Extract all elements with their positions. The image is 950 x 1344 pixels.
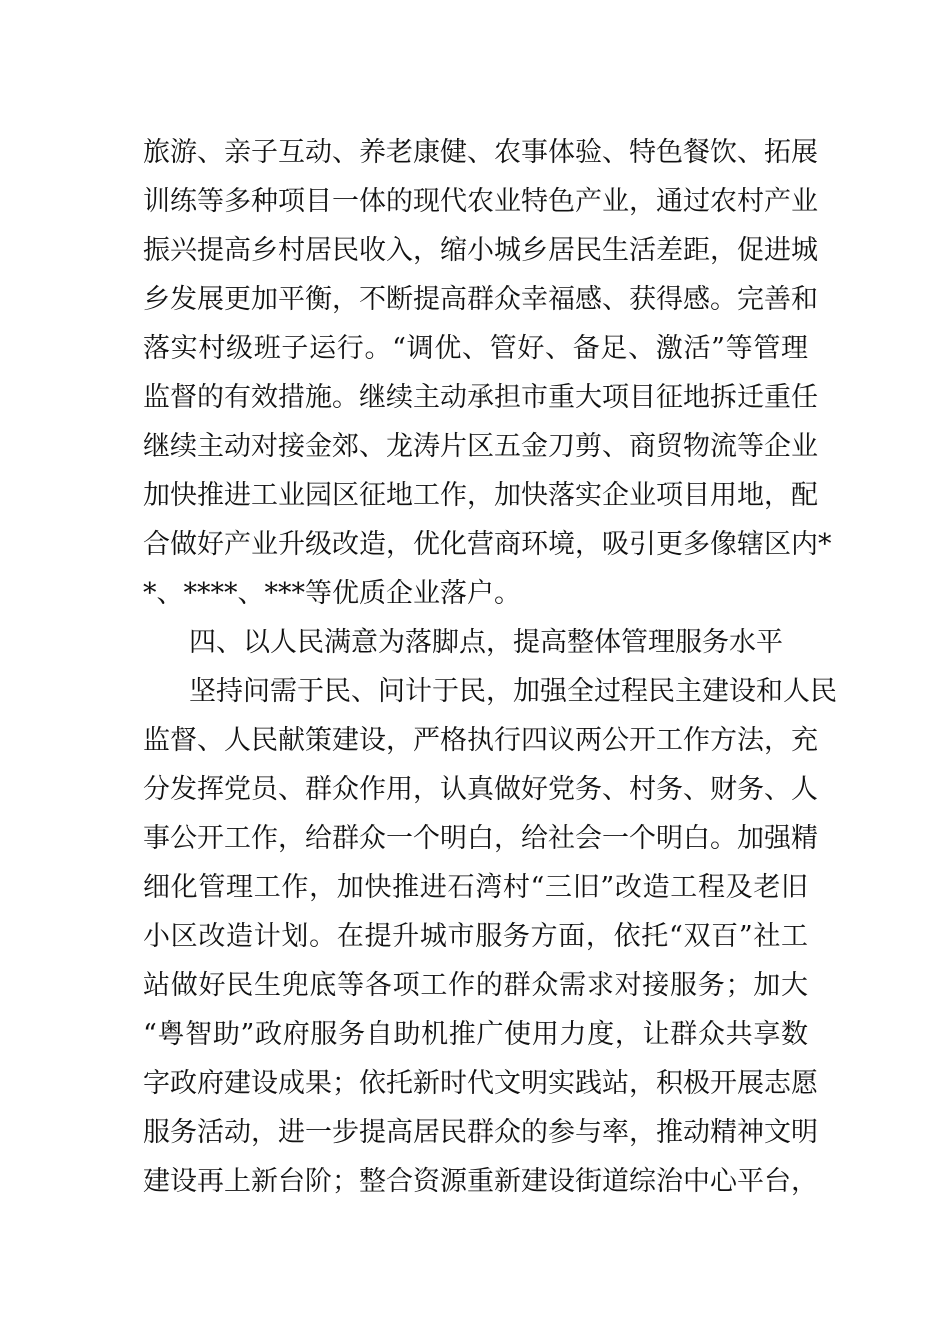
paragraph-1-line-2: 训练等多种项目一体的现代农业特色产业，通过农村产业 (143, 186, 818, 217)
paragraph-2-line-7: 站做好民生兜底等各项工作的群众需求对接服务；加大 (143, 970, 808, 1001)
paragraph-2-line-8: “粤智助”政府服务自助机推广使用力度，让群众共享数 (143, 1019, 808, 1050)
section-heading: 四、以人民满意为落脚点，提高整体管理服务水平 (189, 627, 783, 658)
paragraph-1-line-5: 落实村级班子运行。“调优、管好、备足、激活”等管理 (143, 333, 808, 364)
paragraph-1-line-10: *、****、***等优质企业落户。 (143, 578, 521, 609)
paragraph-2-line-11: 建设再上新台阶；整合资源重新建设街道综治中心平台， (143, 1166, 818, 1197)
paragraph-2-line-3: 分发挥党员、群众作用，认真做好党务、村务、财务、人 (143, 774, 818, 805)
paragraph-1-line-4: 乡发展更加平衡，不断提高群众幸福感、获得感。完善和 (143, 284, 818, 315)
paragraph-2-line-4: 事公开工作，给群众一个明白，给社会一个明白。加强精 (143, 823, 818, 854)
paragraph-1-line-1: 旅游、亲子互动、养老康健、农事体验、特色餐饮、拓展 (143, 137, 818, 168)
paragraph-2-line-5: 细化管理工作，加快推进石湾村“三旧”改造工程及老旧 (143, 872, 808, 903)
paragraph-2-line-1: 坚持问需于民、问计于民，加强全过程民主建设和人民 (189, 676, 837, 707)
paragraph-1-line-8: 加快推进工业园区征地工作，加快落实企业项目用地，配 (143, 480, 818, 511)
paragraph-1-line-7: 继续主动对接金郊、龙涛片区五金刀剪、商贸物流等企业 (143, 431, 818, 462)
paragraph-2-line-9: 字政府建设成果；依托新时代文明实践站，积极开展志愿 (143, 1068, 818, 1099)
paragraph-2-line-2: 监督、人民献策建设，严格执行四议两公开工作方法，充 (143, 725, 818, 756)
paragraph-1-line-9: 合做好产业升级改造，优化营商环境，吸引更多像辖区内* (143, 529, 832, 560)
paragraph-2-line-10: 服务活动，进一步提高居民群众的参与率，推动精神文明 (143, 1117, 818, 1148)
paragraph-2-line-6: 小区改造计划。在提升城市服务方面，依托“双百”社工 (143, 921, 808, 952)
paragraph-1-line-3: 振兴提高乡村居民收入，缩小城乡居民生活差距，促进城 (143, 235, 818, 266)
paragraph-1-line-6: 监督的有效措施。继续主动承担市重大项目征地拆迁重任 (143, 382, 818, 413)
